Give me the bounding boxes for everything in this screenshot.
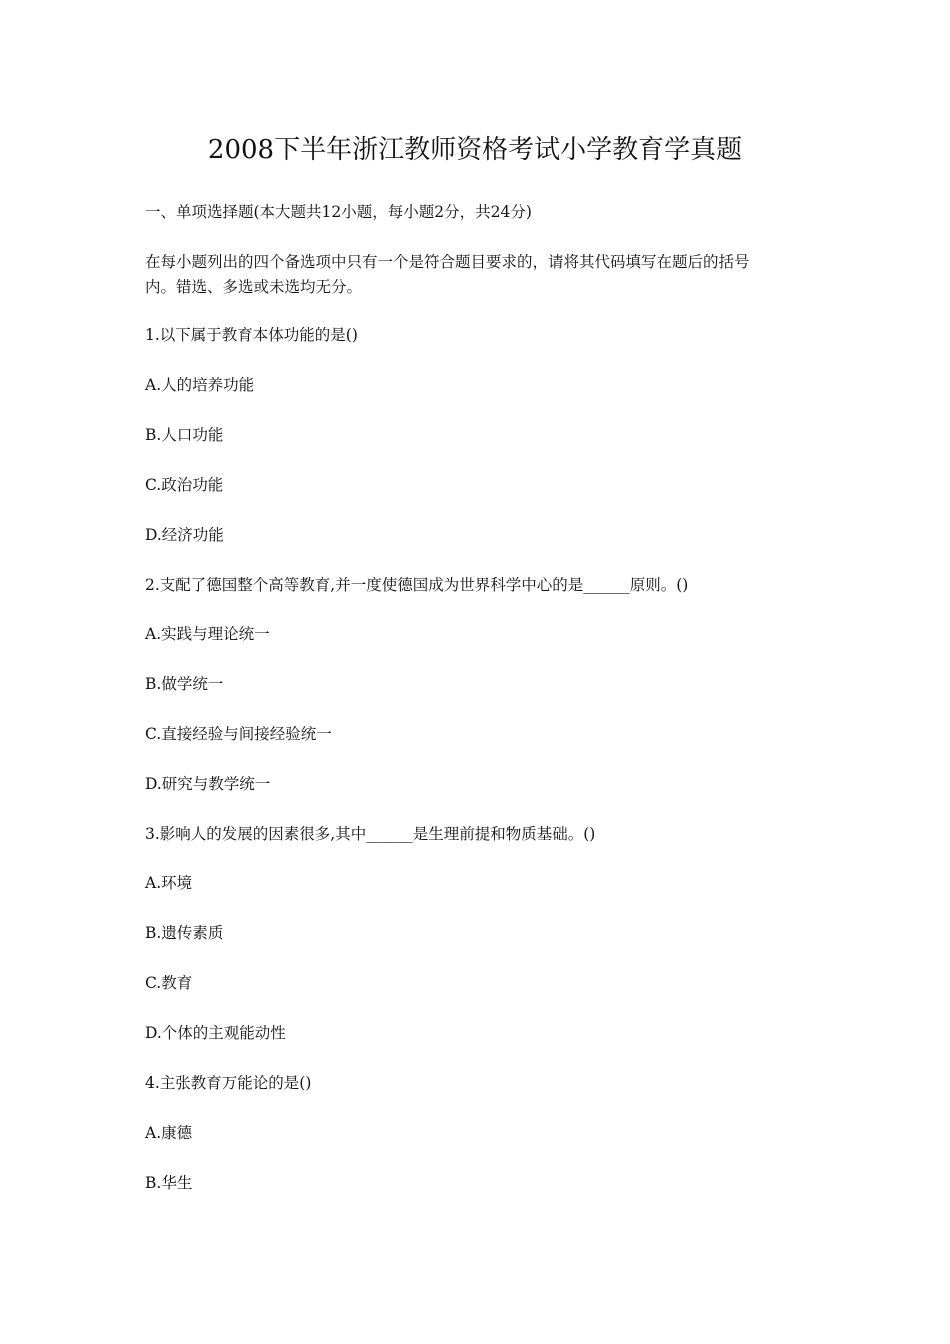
question-3: 3.影响人的发展的因素很多,其中______是生理前提和物质基础。(): [145, 825, 596, 843]
question-1: 1.以下属于教育本体功能的是(): [145, 326, 358, 344]
question-3-option-b: B.遗传素质: [145, 924, 224, 942]
question-3-option-d: D.个体的主观能动性: [145, 1024, 286, 1042]
question-2: 2.支配了德国整个高等教育,并一度使德国成为世界科学中心的是______原则。(): [145, 576, 689, 594]
question-1-option-b: B.人口功能: [145, 426, 224, 444]
question-4-option-b: B.华生: [145, 1174, 193, 1192]
question-2-option-d: D.研究与教学统一: [145, 775, 271, 793]
question-2-option-a: A.实践与理论统一: [145, 625, 270, 643]
question-1-option-c: C.政治功能: [145, 476, 224, 494]
question-2-option-c: C.直接经验与间接经验统一: [145, 725, 332, 743]
question-1-option-d: D.经济功能: [145, 526, 224, 544]
section-heading: 一、单项选择题(本大题共12小题，每小题2分，共24分): [145, 203, 532, 221]
question-2-option-b: B.做学统一: [145, 675, 224, 693]
question-4-option-a: A.康德: [145, 1124, 193, 1142]
instruction-line-1: 在每小题列出的四个备选项中只有一个是符合题目要求的，请将其代码填写在题后的括号: [145, 253, 750, 271]
question-4: 4.主张教育万能论的是(): [145, 1074, 312, 1092]
document-title: 2008下半年浙江教师资格考试小学教育学真题: [207, 135, 743, 165]
question-3-option-a: A.环境: [145, 874, 193, 892]
question-3-option-c: C.教育: [145, 974, 193, 992]
instruction-line-2: 内。错选、多选或未选均无分。: [145, 278, 363, 296]
question-1-option-a: A.人的培养功能: [145, 376, 255, 394]
